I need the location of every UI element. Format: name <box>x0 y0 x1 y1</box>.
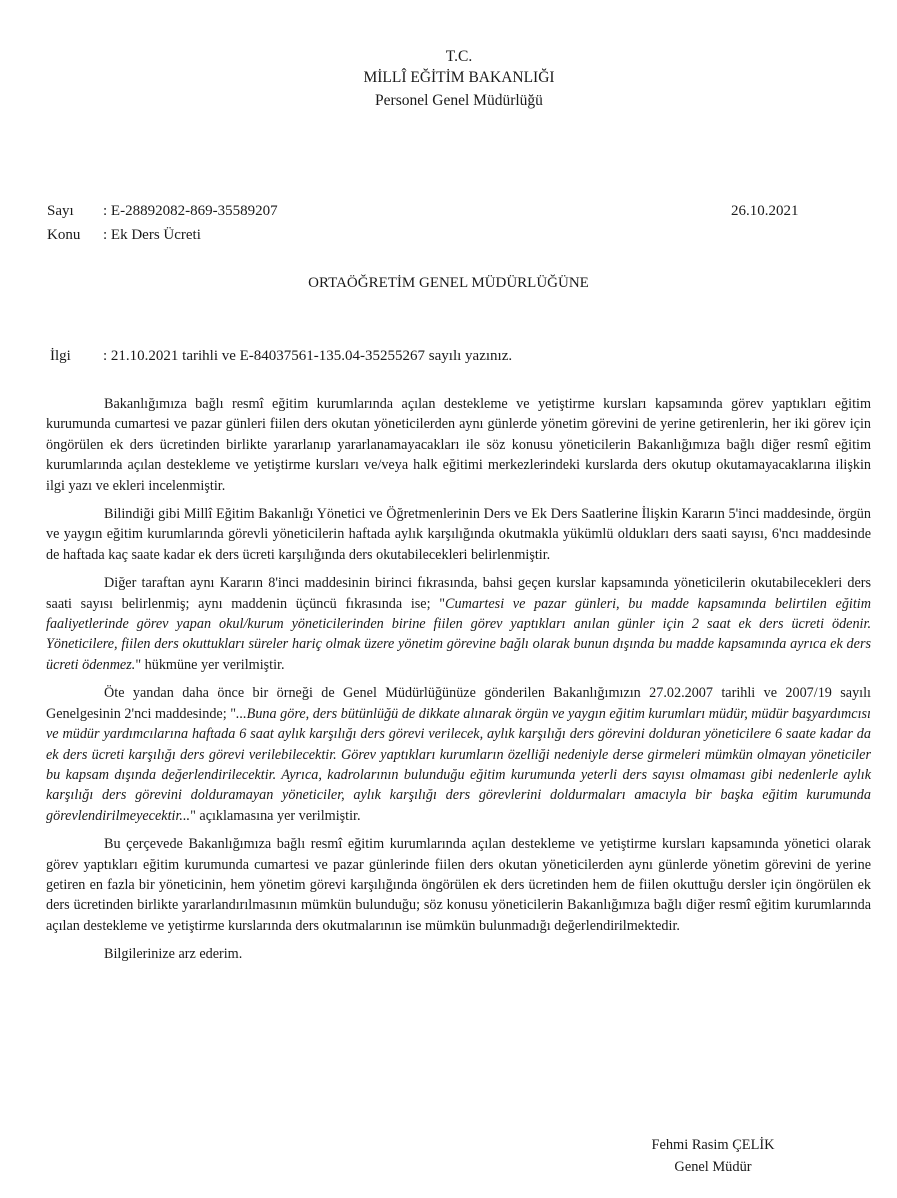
sayi-label: Sayı <box>47 203 74 219</box>
ilgi-label: İlgi <box>50 348 71 364</box>
header-department: Personel Genel Müdürlüğü <box>375 92 543 109</box>
sayi-value: : E-28892082-869-35589207 <box>103 203 278 219</box>
paragraph-3-text-a: Diğer taraftan aynı Kararın 8'inci maddesinin birinci fıkrasında, bahsi geçen kurslar kapsamında yöneticilerin okutabilecekleri ders saati sayısı belirlenmiş; aynı maddenin üçüncü fıkrasında ise; " <box>46 575 871 612</box>
ilgi-value: : 21.10.2021 tarihli ve E-84037561-135.04-35255267 sayılı yazınız. <box>103 348 513 364</box>
paragraph-4-text-b: " açıklamasına yer verilmiştir. <box>190 807 361 824</box>
paragraph-1: Bakanlığımıza bağlı resmî eğitim kurumlarında açılan destekleme ve yetiştirme kursları kapsamında görev yaptıkları eğitim kurumunda cumartesi ve pazar günleri fiilen ders okutan yöneticilerden aynı günlerde yönetim görevini de yerine getirenlerin, her iki görev için öngörülen ek ders ücretinden birlikte yararlanıp yararlanamayacakları ile söz konusu yöneticilerin Bakanlığımıza bağlı diğer resmî eğitim kurumlarında açılan destekleme ve yetiştirme kursları ve/veya halk eğitimi merkezlerindeki kurslarda ders okutup okutamayacaklarına ilişkin ilgi yazı ve ekleri incelenmiştir. <box>46 396 871 494</box>
recipient: ORTAÖĞRETİM GENEL MÜDÜRLÜĞÜNE <box>308 275 589 291</box>
header-ministry: MİLLÎ EĞİTİM BAKANLIĞI <box>363 69 555 86</box>
closing-line: Bilgilerinize arz ederim. <box>104 946 243 963</box>
konu-label: Konu <box>47 227 81 243</box>
paragraph-3-text-b: " hükmüne yer verilmiştir. <box>135 656 285 673</box>
paragraph-4 <box>46 683 871 826</box>
signatory-title: Genel Müdür <box>674 1159 752 1175</box>
paragraph-4-quote: ...Buna göre, ders bütünlüğü de dikkate alınarak örgün ve yaygın eğitim kurumları müdür, müdür başyardımcısı ve müdür yardımcılarına haftada 6 saat aylık karşılığı ders görevi verilecek, aylık karşılığı ders görevini dolduran yöneticilere 6 saate kadar da ek ders ücreti karşılığı ders görevi verilebilecektir. Görev yaptıkları kurumların özelliği nedeniyle derse girmeleri mümkün olmayan yöneticiler bu kapsam dışında değerlendirilecektir. Ayrıca, kadrolarının bulunduğu eğitim kurumunda yeterli ders sayısı olmaması gibi nedenlerle aylık karşılığı ders görevini dolduramayan yöneticiler, aylık karşılığı ders görevlerini doldurmaları amacıyla bir başka eğitim kurumunda görevlendirilmeyecektir... <box>46 705 871 824</box>
letter-body <box>46 394 871 965</box>
header-tc: T.C. <box>445 48 473 65</box>
signatory-name: Fehmi Rasim ÇELİK <box>651 1137 775 1153</box>
paragraph-3 <box>46 573 871 675</box>
paragraph-4-text-a: Öte yandan daha önce bir örneği de Genel Müdürlüğünüze gönderilen Bakanlığımızın 27.02.2007 tarihli ve 2007/19 sayılı Genelgesinin 2'nci maddesinde; " <box>46 685 871 722</box>
paragraph-2: Bilindiği gibi Millî Eğitim Bakanlığı Yönetici ve Öğretmenlerinin Ders ve Ek Ders Saatlerine İlişkin Kararın 5'inci maddesinde, örgün ve yaygın eğitim kurumlarında görevli yöneticilerin haftada aylık karşılığında okutmakla yükümlü oldukları ders saati sayısı, 6'ncı maddesinde de haftada kaç saate kadar ek ders ücreti karşılığında ders okutabilecekleri belirlenmiştir. <box>46 506 871 563</box>
paragraph-3-quote: Cumartesi ve pazar günleri, bu madde kapsamında belirtilen eğitim faaliyetlerinde görev yapan okul/kurum yöneticilerinden birine fiilen görev yaptıkları anılan günler için 2 saat ek ders ücreti ödenir. Yöneticilere, fiilen ders okuttukları süreler hariç olmak üzere yönetim görevine bağlı olarak bunun dışında bu madde kapsamında ayrıca ek ders ücreti ödenmez. <box>46 595 871 673</box>
paragraph-5: Bu çerçevede Bakanlığımıza bağlı resmî eğitim kurumlarında açılan destekleme ve yetiştirme kursları kapsamında yönetici olarak görev yaptıkları eğitim kurumunda cumartesi ve pazar günlerinde fiilen ders okutan yöneticilerden aynı günlerde yönetim görevini de yerine getiren en fazla bir yöneticinin, hem yönetim görevi karşılığında öngörülen ek ders ücretinden hem de fiilen okuttuğu dersler için öngörülen ek ders ücretinden birlikte yararlandırılmasının mümkün bulunduğu; söz konusu yöneticilerin Bakanlığımıza bağlı diğer resmî eğitim kurumlarında açılan destekleme ve yetiştirme kurslarında ders okutmalarının ise mümkün bulunmadığı değerlendirilmektedir. <box>46 836 871 934</box>
konu-value: : Ek Ders Ücreti <box>103 227 201 243</box>
letter-date: 26.10.2021 <box>731 203 799 219</box>
